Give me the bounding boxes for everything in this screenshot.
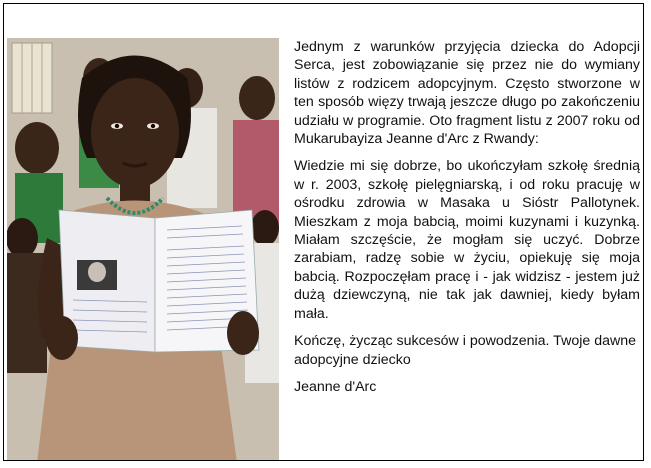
intro-paragraph: Jednym z warunków przyjęcia dziecka do Adopcji Serca, jest zobowiązanie się przez nie do wymiany listów z rodzicem adopcyjnym. Często stworzone w ten sposób więzy trwają jeszcze długo po zakończeniu udziału w programie. Oto fragment listu z 2007 roku od Mukarubayiza Jeanne d'Arc z Rwandy: [294, 39, 640, 148]
photo-illustration [7, 38, 279, 461]
photo-girl-holding-letter [7, 38, 279, 461]
document-frame [3, 3, 644, 461]
signature: Jeanne d'Arc [294, 378, 377, 395]
letter-text [294, 38, 640, 405]
closing-paragraph: Kończę, życząc sukcesów i powodzenia. Twoje dawne adopcyjne dziecko [294, 333, 636, 368]
letter-paragraph: Wiedzie mi się dobrze, bo ukończyłam szkołę średnią w r. 2003, szkołę pielęgniarską, i od roku pracuję w ośrodku zdrowia w Masaka u Sióstr Pallotynek. Mieszkam z moja babcią, moimi kuzynami i kuzynką. Miałam szczęście, że mogłam się uczyć. Dobrze zarabiam, radzę sobie w życiu, opiekuję się moja babcią. Rozpoczęłam pracę i - jak widzisz - jestem już dużą dziewczyną, nie tak jak dawniej, kiedy byłam mała. [294, 158, 640, 322]
